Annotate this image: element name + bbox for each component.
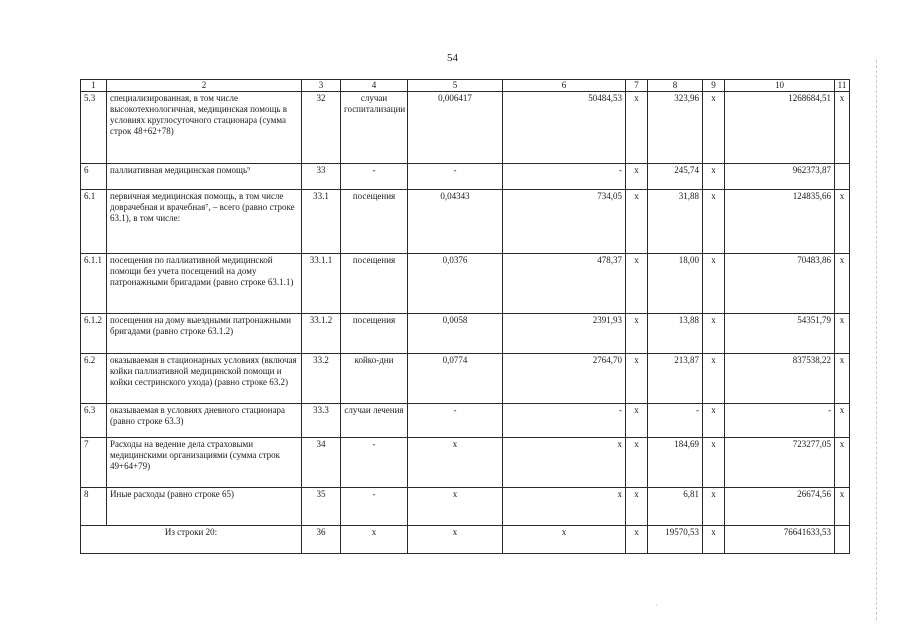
table-row [81, 254, 850, 314]
margin-line [876, 60, 877, 620]
table-row [81, 164, 850, 190]
cell-c5: 0,0058 [408, 314, 503, 354]
cell-c8: 31,88 [648, 190, 703, 254]
cell-c4: случаи лечения [341, 404, 408, 438]
cell-c1: 6.2 [81, 354, 107, 404]
cell-c5: 0,04343 [408, 190, 503, 254]
cell-c10: 54351,79 [725, 314, 835, 354]
cell-c5: - [408, 404, 503, 438]
cell-c11: х [835, 404, 850, 438]
cell-c10: 962373,87 [725, 164, 835, 190]
cell-c6: 734,05 [503, 190, 626, 254]
cell-c10: 723277,05 [725, 438, 835, 488]
cell-c6: - [503, 404, 626, 438]
cell-c9: х [703, 254, 725, 314]
cell-c8: 213,87 [648, 354, 703, 404]
table-row [81, 404, 850, 438]
cell-c1: 5.3 [81, 92, 107, 164]
cell-c4: посещения [341, 190, 408, 254]
cell-c7: х [626, 190, 648, 254]
cell-c5: 0,0774 [408, 354, 503, 404]
cell-c9: х [703, 92, 725, 164]
header-cell: 7 [626, 80, 648, 92]
cell-c4: - [341, 164, 408, 190]
cell-c7: х [626, 164, 648, 190]
cell-c8: 245,74 [648, 164, 703, 190]
cell-c4: - [341, 488, 408, 526]
cell-c10: 1268684,51 [725, 92, 835, 164]
cell-c7: х [626, 488, 648, 526]
cell-c10: 124835,66 [725, 190, 835, 254]
table-row [81, 190, 850, 254]
cell-c2: паллиативная медицинская помощь⁹ [107, 164, 302, 190]
cell-c3: 35 [302, 488, 341, 526]
data-table [80, 79, 850, 554]
table-row [81, 314, 850, 354]
cell-c9: х [703, 354, 725, 404]
table-row [81, 92, 850, 164]
cell-c11 [835, 164, 850, 190]
cell-c8: 18,00 [648, 254, 703, 314]
cell-c7: х [626, 314, 648, 354]
cell-c1: 6 [81, 164, 107, 190]
cell-c3: 33.2 [302, 354, 341, 404]
cell-c2: оказываемая в стационарных условиях (включая койки паллиативной медицинской помощи и койки сестринского ухода) (равно строке 63.2) [107, 354, 302, 404]
cell-c5: 0,0376 [408, 254, 503, 314]
cell-c9: х [703, 488, 725, 526]
cell-c5: - [408, 164, 503, 190]
total-cell-c7: х [626, 526, 648, 554]
header-row [81, 80, 850, 92]
total-label: Из строки 20: [81, 526, 302, 554]
cell-c6: 2764,70 [503, 354, 626, 404]
cell-c6: 2391,93 [503, 314, 626, 354]
cell-c1: 6.1.2 [81, 314, 107, 354]
cell-c5: х [408, 488, 503, 526]
header-cell: 3 [302, 80, 341, 92]
cell-c11: х [835, 488, 850, 526]
header-cell: 5 [408, 80, 503, 92]
cell-c3: 32 [302, 92, 341, 164]
cell-c2: специализированная, в том числе высокотехнологичная, медицинская помощь в условиях круглосуточного стационара (сумма строк 48+62+78) [107, 92, 302, 164]
cell-c3: 33.3 [302, 404, 341, 438]
cell-c10: 837538,22 [725, 354, 835, 404]
header-cell: 4 [341, 80, 408, 92]
total-cell-c6: х [503, 526, 626, 554]
cell-c8: 323,96 [648, 92, 703, 164]
cell-c6: х [503, 488, 626, 526]
total-cell-c9: х [703, 526, 725, 554]
table-body [81, 80, 850, 554]
header-cell: 6 [503, 80, 626, 92]
cell-c5: 0,006417 [408, 92, 503, 164]
cell-c1: 7 [81, 438, 107, 488]
header-cell: 1 [81, 80, 107, 92]
table-row [81, 488, 850, 526]
cell-c6: х [503, 438, 626, 488]
cell-c4: койко-дни [341, 354, 408, 404]
cell-c10: - [725, 404, 835, 438]
cell-c1: 6.3 [81, 404, 107, 438]
cell-c3: 33.1.1 [302, 254, 341, 314]
cell-c7: х [626, 438, 648, 488]
cell-c2: первичная медицинская помощь, в том числе доврачебная и врачебная⁷, – всего (равно строке 63.1), в том числе: [107, 190, 302, 254]
header-cell: 8 [648, 80, 703, 92]
header-cell: 10 [725, 80, 835, 92]
total-cell-c5: х [408, 526, 503, 554]
total-cell-c3: 36 [302, 526, 341, 554]
cell-c2: посещения на дому выездными патронажными бригадами (равно строке 63.1.2) [107, 314, 302, 354]
total-cell-c11 [835, 526, 850, 554]
cell-c7: х [626, 354, 648, 404]
cell-c4: случаи госпитализации [341, 92, 408, 164]
cell-c2: Иные расходы (равно строке 65) [107, 488, 302, 526]
scan-speck: · [655, 601, 658, 610]
cell-c9: х [703, 314, 725, 354]
cell-c3: 33 [302, 164, 341, 190]
cell-c11: х [835, 190, 850, 254]
cell-c4: - [341, 438, 408, 488]
cell-c6: 50484,53 [503, 92, 626, 164]
cell-c11: х [835, 354, 850, 404]
cell-c9: х [703, 164, 725, 190]
cell-c3: 34 [302, 438, 341, 488]
cell-c3: 33.1 [302, 190, 341, 254]
table-row [81, 438, 850, 488]
header-cell: 9 [703, 80, 725, 92]
cell-c9: х [703, 438, 725, 488]
cell-c8: 6,81 [648, 488, 703, 526]
cell-c11: х [835, 254, 850, 314]
cell-c9: х [703, 190, 725, 254]
cell-c1: 8 [81, 488, 107, 526]
cell-c6: - [503, 164, 626, 190]
table-row [81, 354, 850, 404]
cell-c11: х [835, 438, 850, 488]
page-number: 54 [447, 52, 458, 64]
cell-c5: х [408, 438, 503, 488]
cell-c8: 13,88 [648, 314, 703, 354]
header-cell: 11 [835, 80, 850, 92]
cell-c2: оказываемая в условиях дневного стационара (равно строке 63.3) [107, 404, 302, 438]
cell-c1: 6.1.1 [81, 254, 107, 314]
cell-c2: посещения по паллиативной медицинской помощи без учета посещений на дому патронажными бригадами (равно строке 63.1.1) [107, 254, 302, 314]
cell-c3: 33.1.2 [302, 314, 341, 354]
cell-c6: 478,37 [503, 254, 626, 314]
cell-c7: х [626, 254, 648, 314]
cell-c7: х [626, 404, 648, 438]
total-cell-c4: х [341, 526, 408, 554]
total-cell-c10: 76641633,53 [725, 526, 835, 554]
header-cell: 2 [107, 80, 302, 92]
cell-c1: 6.1 [81, 190, 107, 254]
total-row [81, 526, 850, 554]
cell-c7: х [626, 92, 648, 164]
cell-c9: х [703, 404, 725, 438]
cell-c11: х [835, 314, 850, 354]
cell-c2: Расходы на ведение дела страховыми медицинскими организациями (сумма строк 49+64+79) [107, 438, 302, 488]
cell-c8: 184,69 [648, 438, 703, 488]
cell-c11: х [835, 92, 850, 164]
cell-c10: 26674,56 [725, 488, 835, 526]
cell-c4: посещения [341, 254, 408, 314]
total-cell-c8: 19570,53 [648, 526, 703, 554]
cell-c4: посещения [341, 314, 408, 354]
cell-c8: - [648, 404, 703, 438]
cell-c10: 70483,86 [725, 254, 835, 314]
